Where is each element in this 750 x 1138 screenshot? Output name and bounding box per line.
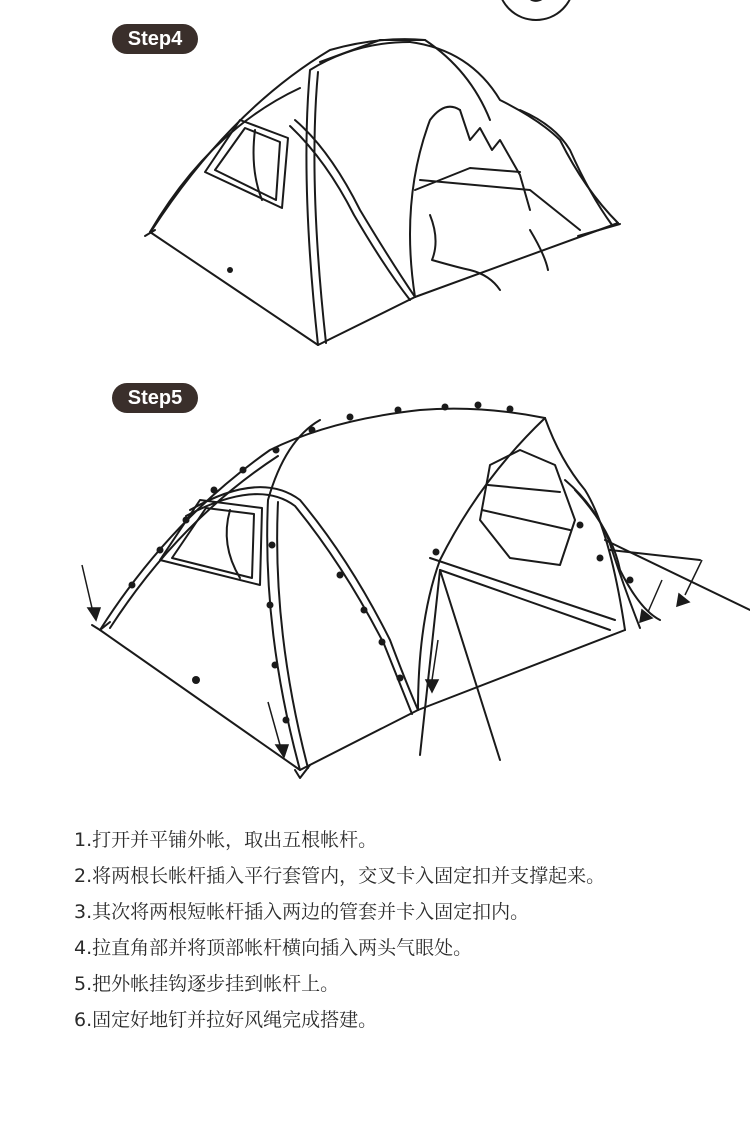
instruction-item: 3.其次将两根短帐杆插入两边的管套并卡入固定扣内。 <box>74 901 530 923</box>
step5-badge: Step5 <box>112 383 198 413</box>
step4-tent-illustration <box>0 0 750 360</box>
instruction-item: 1.打开并平铺外帐，取出五根帐杆。 <box>74 829 378 851</box>
instruction-item: 5.把外帐挂钩逐步挂到帐杆上。 <box>74 973 340 995</box>
step4-badge: Step4 <box>112 24 198 54</box>
instruction-item: 2.将两根长帐杆插入平行套管内，交叉卡入固定扣并支撑起来。 <box>74 865 606 887</box>
instruction-item: 6.固定好地钉并拉好风绳完成搭建。 <box>74 1009 378 1031</box>
instruction-list <box>74 822 605 1038</box>
step5-tent-illustration <box>0 380 750 780</box>
instruction-item: 4.拉直角部并将顶部帐杆横向插入两头气眼处。 <box>74 937 473 959</box>
